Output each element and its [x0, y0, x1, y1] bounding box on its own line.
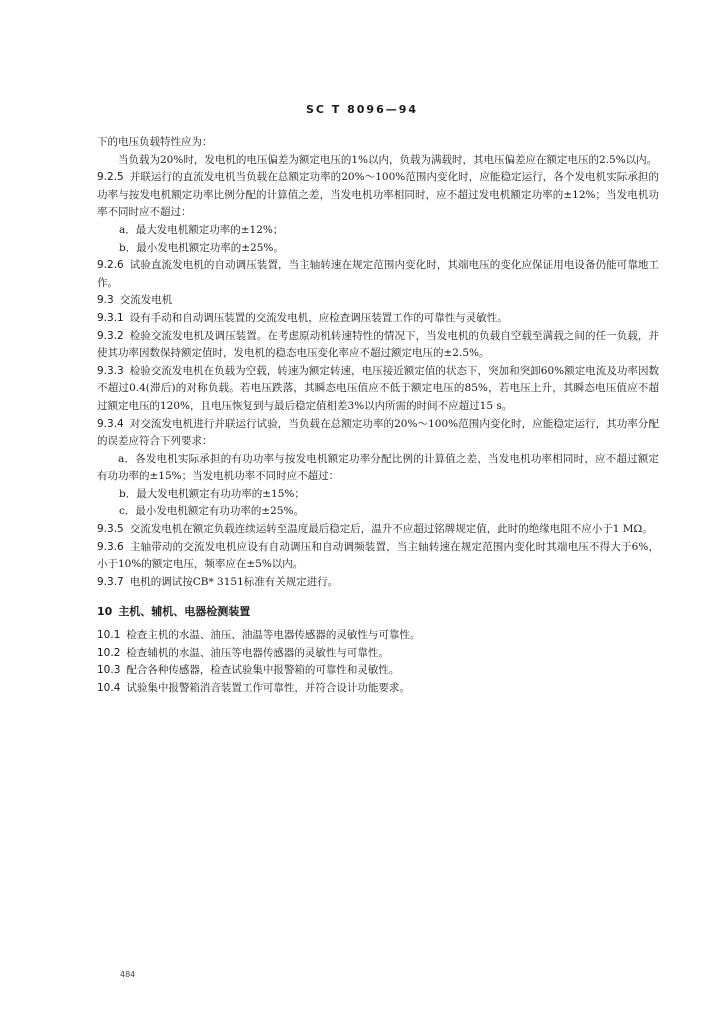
clause-9-3-1 — [97, 310, 659, 328]
clause-9-2-5 — [97, 169, 659, 222]
clause-9-3-6 — [97, 539, 659, 574]
clause-text: 主轴带动的交流发电机应设有自动调压和自动调频装置，当主轴转速在规定范围内变化时其端电压不得大于6%，小于10%的额定电压，频率应在±5%以内。 — [97, 540, 659, 571]
clause-text: 检查辅机的水温、油压等电器传感器的灵敏性与可靠性。 — [126, 646, 389, 659]
section-10-heading — [97, 603, 659, 621]
document-code: SC T 8096—94 — [305, 103, 419, 116]
list-item-a: a．各发电机实际承担的有功功率与按发电机额定功率分配比例的计算值之差，当发电机功率相同时，应不超过额定有功功率的±15%；当发电机功率不同时应不超过： — [97, 452, 659, 483]
clause-text: 设有手动和自动调压装置的交流发电机，应检查调压装置工作的可靠性与灵敏性。 — [129, 311, 508, 324]
clause-text: 并联运行的直流发电机当负载在总额定功率的20%～100%范围内变化时，应能稳定运行，各个发电机实际承担的功率与按发电机额定功率比例分配的计算值之差，当发电机功率相同时，应不超过发电机额定功率的±12%；当发电机功率不同时应不超过： — [97, 171, 659, 219]
clause-number: 9.3.2 — [97, 329, 124, 342]
clause-9-2-6 — [97, 257, 659, 292]
paragraph-voltage-load: 当负载为20%时，发电机的电压偏差为额定电压的1%以内，负载为满载时，其电压偏差应在额定电压的2.5%以内。 — [118, 153, 658, 166]
page-number: 484 — [120, 970, 136, 979]
list-item-b: b．最大发电机额定有功功率的±15%； — [119, 487, 305, 500]
clause-9-3-4 — [97, 416, 659, 451]
clause-10-1 — [97, 627, 659, 645]
clause-number: 9.2.6 — [97, 259, 124, 272]
section-number: 9.3 — [97, 294, 114, 307]
list-item-b: b．最小发电机额定功率的±25%。 — [119, 241, 284, 254]
clause-text: 检验交流发电机在负载为空载，转速为额定转速，电压接近额定值的状态下，突加和突卸60%额定电流及功率因数不超过0.4(滞后)的对称负载。若电压跌落，其瞬态电压值应不低于额定电压的85%，若电压上升，其瞬态电压值应不超过额定电压的120%，且电压恢复到与最后稳定值相差3%以内所需的时间不应超过15 s。 — [97, 364, 659, 412]
paragraph-continuation: 下的电压负载特性应为： — [97, 136, 213, 148]
clause-text: 检查主机的水温、油压、油温等电器传感器的灵敏性与可靠性。 — [126, 629, 421, 642]
clause-text: 试验直流发电机的自动调压装置，当主轴转速在规定范围内变化时，其端电压的变化应保证用电设备仍能可靠地工作。 — [97, 259, 659, 289]
clause-number: 10.4 — [97, 681, 121, 694]
clause-10-2 — [97, 645, 659, 663]
clause-number: 10.1 — [97, 629, 121, 642]
clause-text: 检验交流发电机及调压装置。在考虑原动机转速特性的情况下，当发电机的负载自空载至满载之间的任一负载，并使其功率因数保持额定值时，发电机的稳态电压变化率应不超过额定电压的±2.5%。 — [97, 329, 659, 360]
clause-9-3-7 — [97, 574, 659, 592]
clause-10-4 — [97, 680, 659, 698]
clause-text: 配合各种传感器，检查试验集中报警箱的可靠性和灵敏性。 — [126, 664, 400, 677]
clause-9-3-2 — [97, 328, 659, 363]
list-item-c: c．最小发电机额定有功功率的±25%。 — [119, 505, 305, 518]
clause-number: 9.3.5 — [97, 523, 124, 536]
section-title: 主机、辅机、电器检测装置 — [118, 605, 251, 619]
spacer — [97, 591, 659, 603]
clause-number: 9.3.3 — [97, 364, 124, 377]
clause-text: 交流发电机在额定负载连续运转至温度最后稳定后，温升不应超过铭牌规定值，此时的绝缘电阻不应小于1 MΩ。 — [129, 523, 653, 536]
clause-text: 电机的调试按CB* 3151标准有关规定进行。 — [129, 575, 339, 588]
list-item-a: a．最大发电机额定功率的±12%； — [119, 223, 284, 236]
clause-number: 9.3.1 — [97, 311, 124, 324]
section-number: 10 — [97, 605, 113, 619]
clause-text: 对交流发电机进行并联运行试验，当负载在总额定功率的20%～100%范围内变化时，应能稳定运行，其功率分配的误差应符合下列要求： — [97, 417, 659, 448]
clause-10-3 — [97, 662, 659, 680]
clause-9-3-5 — [97, 521, 659, 539]
clause-number: 9.3.4 — [97, 417, 124, 430]
clause-9-3-3 — [97, 363, 659, 416]
section-9-3 — [97, 292, 659, 310]
clause-number: 9.3.6 — [97, 540, 124, 553]
clause-text: 试验集中报警箱消音装置工作可靠性，并符合设计功能要求。 — [126, 681, 410, 694]
clause-number: 9.3.7 — [97, 575, 124, 588]
clause-number: 10.2 — [97, 646, 121, 659]
clause-number: 9.2.5 — [97, 171, 124, 184]
clause-number: 10.3 — [97, 664, 121, 677]
document-body — [97, 134, 659, 697]
section-title: 交流发电机 — [119, 294, 173, 307]
